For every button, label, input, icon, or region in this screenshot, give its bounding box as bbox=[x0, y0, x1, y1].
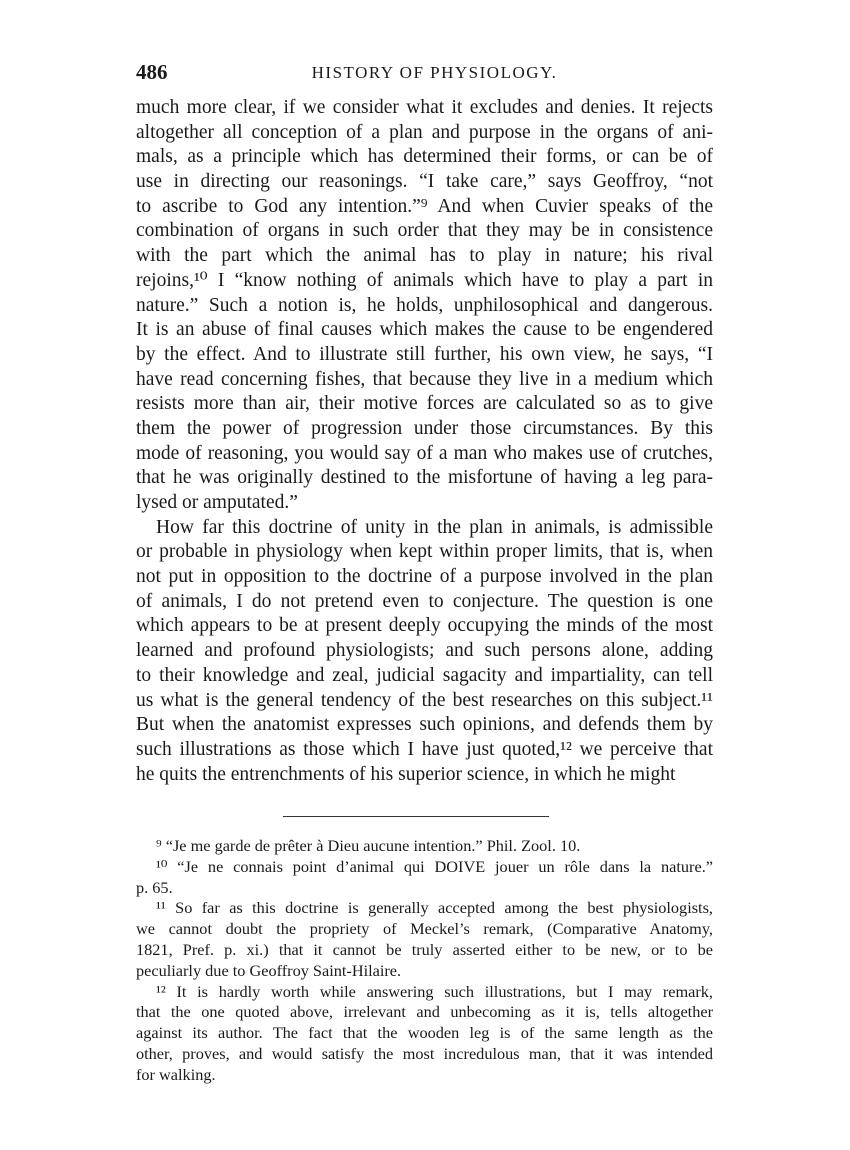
footnote bbox=[136, 982, 713, 1086]
text-line: by the effect. And to illustrate still further, his own view, he says, “I bbox=[136, 343, 713, 365]
text-line: combination of organs in such order that they may be in consistence bbox=[136, 220, 713, 242]
text-line: to ascribe to God any intention.”⁹ And when Cuvier speaks of the bbox=[136, 195, 713, 217]
text-line: them the power of progression under those circumstances. By this bbox=[136, 417, 713, 439]
text-line: mode of reasoning, you would say of a man who makes use of crutches, bbox=[136, 442, 713, 464]
footnote-line: that the one quoted above, irrelevant and unbecoming as it is, tells altogether bbox=[136, 1002, 713, 1022]
text-line: not put in opposition to the doctrine of a purpose involved in the plan bbox=[136, 566, 713, 588]
text-line: How far this doctrine of unity in the plan in animals, is admissible bbox=[156, 516, 713, 538]
footnote-line: against its author. The fact that the wooden leg is of the same length as the bbox=[136, 1023, 713, 1043]
footnote-line: peculiarly due to Geoffroy Saint-Hilaire. bbox=[136, 960, 402, 980]
text-line: resists more than air, their motive forces are calculated so as to give bbox=[136, 393, 713, 415]
text-line: to their knowledge and zeal, judicial sagacity and impartiality, can tell bbox=[136, 664, 713, 686]
footnotes bbox=[136, 836, 713, 1086]
paragraph bbox=[136, 96, 713, 516]
text-line: that he was originally destined to the misfortune of having a leg para- bbox=[136, 467, 713, 489]
footnote-line: ¹² It is hardly worth while answering such illustrations, but I may remark, bbox=[156, 981, 713, 1001]
text-line: much more clear, if we consider what it excludes and denies. It rejects bbox=[136, 97, 713, 118]
text-line: he quits the entrenchments of his superior science, in which he might bbox=[136, 763, 676, 785]
paragraph bbox=[136, 516, 713, 788]
footnote-divider bbox=[283, 816, 549, 817]
footnote bbox=[136, 857, 713, 899]
text-line: which appears to be at present deeply occupying the minds of the most bbox=[136, 615, 713, 637]
text-line: lysed or amputated.” bbox=[136, 492, 298, 513]
text-line: altogether all conception of a plan and purpose in the organs of ani- bbox=[136, 121, 713, 143]
text-line: learned and profound physiologists; and such persons alone, adding bbox=[136, 640, 713, 662]
text-line: But when the anatomist expresses such opinions, and defends them by bbox=[136, 714, 713, 736]
footnote-line: other, proves, and would satisfy the most incredulous man, that it was intended bbox=[136, 1043, 713, 1063]
body-text bbox=[136, 96, 713, 787]
footnote-line: ⁹ “Je me garde de prêter à Dieu aucune intention.” Phil. Zool. 10. bbox=[156, 836, 581, 855]
text-line: mals, as a principle which has determined their forms, or can be of bbox=[136, 146, 713, 168]
text-line: rejoins,¹⁰ I “know nothing of animals which have to play a part in bbox=[136, 269, 713, 291]
footnote-line: ¹⁰ “Je ne connais point d’animal qui DOIVE jouer un rôle dans la nature.” bbox=[156, 856, 713, 876]
text-line: such illustrations as those which I have just quoted,¹² we perceive that bbox=[136, 738, 713, 760]
text-line: nature.” Such a notion is, he holds, unphilosophical and dangerous. bbox=[136, 294, 713, 316]
text-line: use in directing our reasonings. “I take care,” says Geoffroy, “not bbox=[136, 171, 713, 193]
text-line: or probable in physiology when kept within proper limits, that is, when bbox=[136, 541, 713, 563]
running-head: HISTORY OF PHYSIOLOGY. bbox=[311, 63, 558, 82]
text-line: It is an abuse of final causes which makes the cause to be engendered bbox=[136, 319, 713, 341]
text-line: with the part which the animal has to play in nature; his rival bbox=[136, 245, 713, 267]
footnote-line: we cannot doubt the propriety of Meckel’s remark, (Comparative Anatomy, bbox=[136, 919, 713, 939]
text-line: have read concerning fishes, that because they live in a medium which bbox=[136, 368, 713, 390]
footnote-line: ¹¹ So far as this doctrine is generally accepted among the best physiologists, bbox=[156, 898, 713, 918]
footnote bbox=[136, 836, 713, 857]
footnote-line: 1821, Pref. p. xi.) that it cannot be truly asserted either to be new, or to be bbox=[136, 939, 713, 959]
text-line: us what is the general tendency of the best researches on this subject.¹¹ bbox=[136, 689, 713, 711]
page-header bbox=[136, 60, 713, 86]
footnote-line: for walking. bbox=[136, 1064, 216, 1084]
page-number: 486 bbox=[136, 60, 168, 84]
footnote-line: p. 65. bbox=[136, 877, 173, 897]
footnote bbox=[136, 898, 713, 981]
text-line: of animals, I do not pretend even to conjecture. The question is one bbox=[136, 590, 713, 612]
